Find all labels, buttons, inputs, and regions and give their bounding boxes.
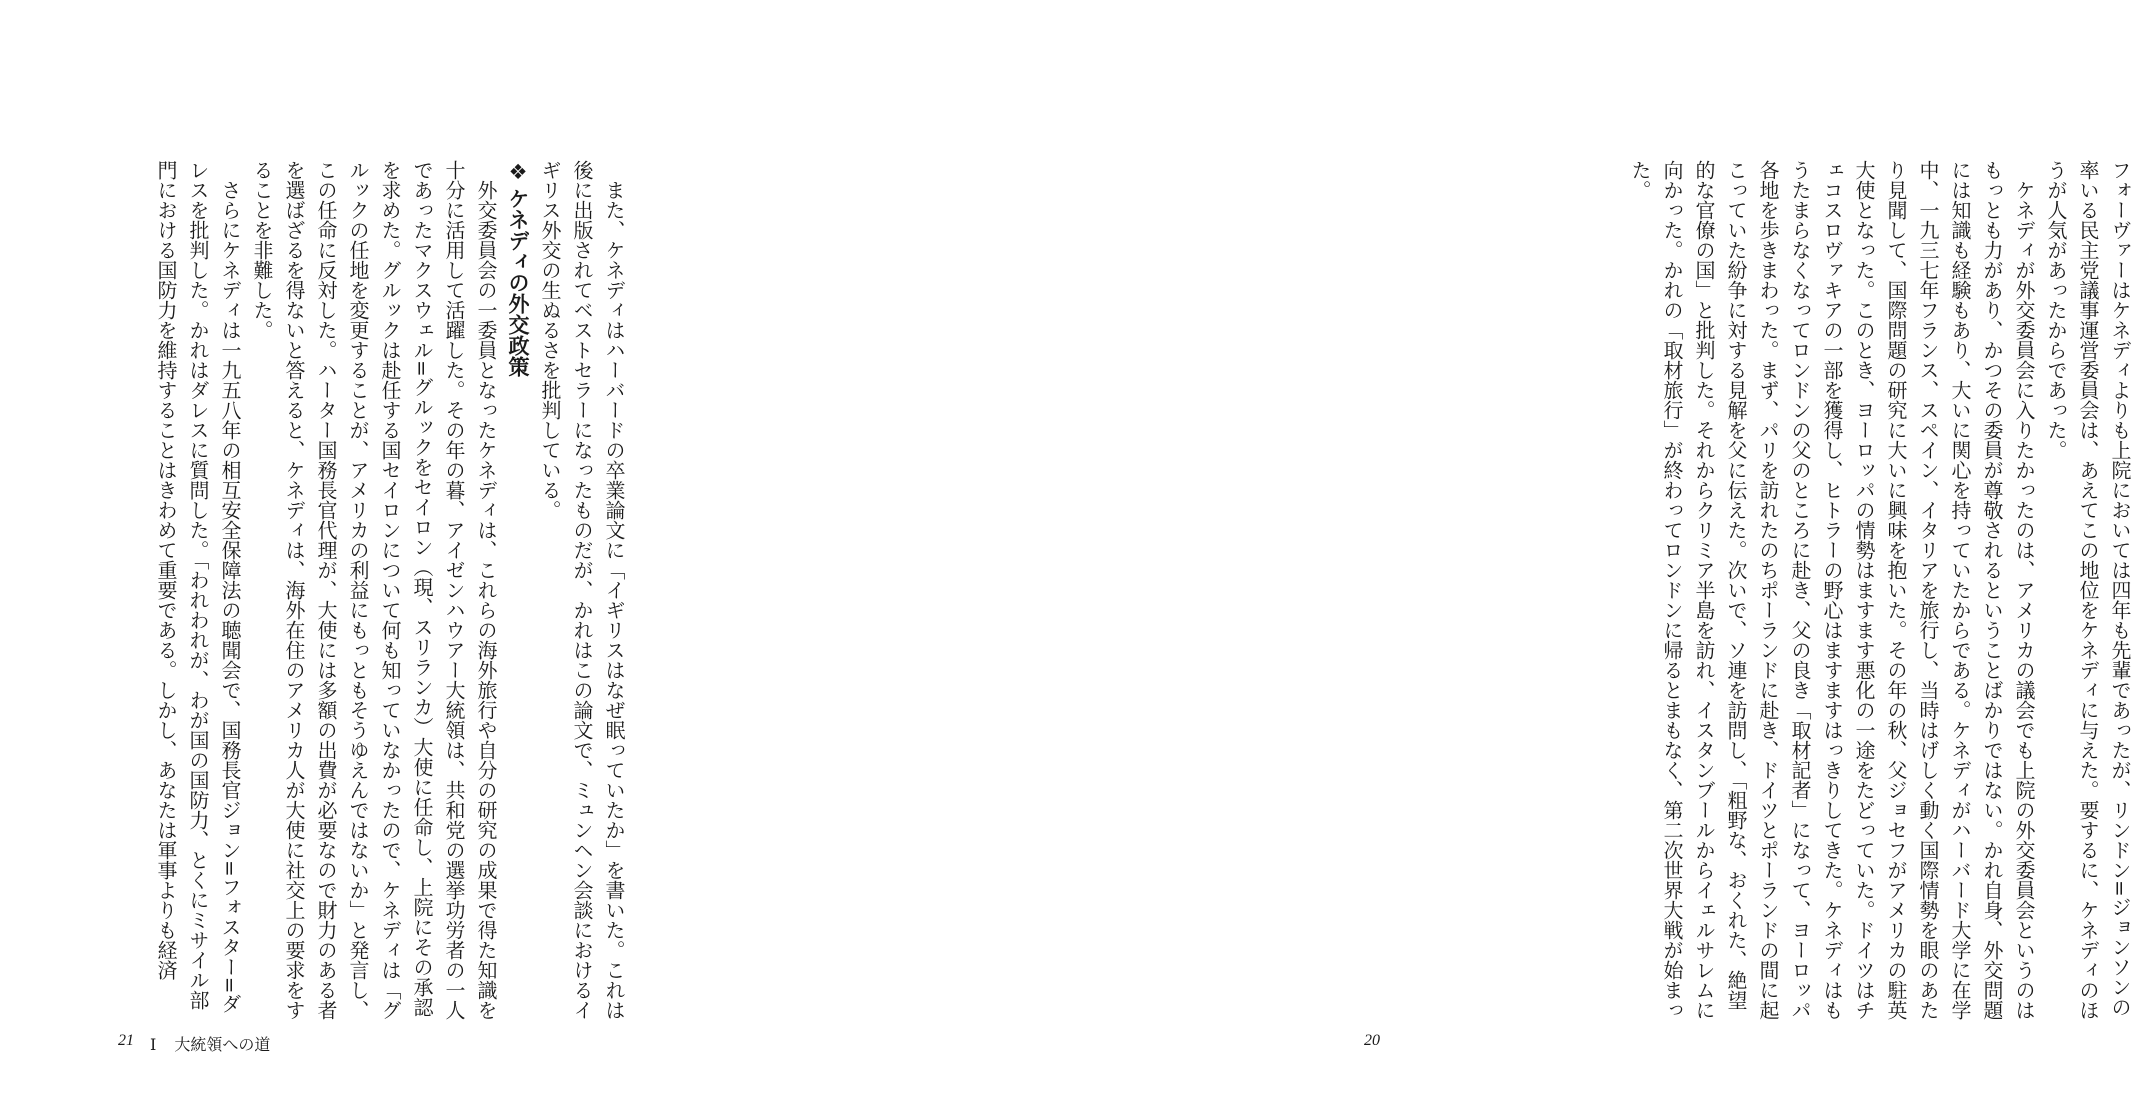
page-number: 20 xyxy=(1364,1032,1380,1049)
paragraph: 外交委員会の一委員となったケネディは、これらの海外旅行や自分の研究の成果で得た知識を十分に活用して活躍した。その年の暮、アイゼンハウアー大統領は、共和党の選挙功労者の一人であったマクスウェル=グルックをセイロン（現、スリランカ）大使に任命し、上院にその承認を求めた。グルックは赴任する国セイロンについて何も知っていなかったので、ケネディは「グルックの任地を変更することが、アメリカの利益にもっともそうゆえんではないか」と発言し、この任命に反対した。ハーター国務長官代理が、大使には多額の出費が必要なので財力のある者を選ばざるを得ないと答えると、ケネディは、海外在住のアメリカ人が大使に社交上の要求をすることを非難した。 xyxy=(250,160,498,1020)
right-page-body xyxy=(1616,160,2136,1020)
running-head-title: 大統領への道 xyxy=(174,1035,271,1054)
paragraph: さらにケネディは一九五八年の相互安全保障法の聴聞会で、国務長官ジョン=フォスター=ダレスを批判した。かれはダレスに質問した。「われわれが、わが国の国防力、とくにミサイル部門における国防力を維持することはきわめて重要である。しかし、あなたは軍事よりも経済 xyxy=(154,160,242,1014)
paragraph: ケネディが外交委員会に入りたかったのは、アメリカの議会でも上院の外交委員会というのはもっとも力があり、かつその委員が尊敬されるということばかりではない。かれ自身、外交問題には知識も経験もあり、大いに関心を持っていたからである。ケネディがハーバード大学に在学中、一九三七年フランス、スペイン、イタリアを旅行し、当時はげしく動く国際情勢を眼のあたり見聞して、国際問題の研究に大いに興味を抱いた。その年の秋、父ジョセフがアメリカの駐英大使となった。このとき、ヨーロッパの情勢はますます悪化の一途をたどっていた。ドイツはチェコスロヴァキアの一部を獲得し、ヒトラーの野心はますますはっきりしてきた。ケネディはもうたまらなくなってロンドンの父のところに赴き、父の良き「取材記者」になって、ヨーロッパ各地を歩きまわった。まず、パリを訪れたのちポーランドに赴き、ドイツとポーランドの間に起こっていた紛争に対する見解を父に伝えた。次いで、ソ連を訪問し、「粗野な、おくれた、絶望的な官僚の国」と批判した。それからクリミア半島を訪れ、イスタンブールからイェルサレムに向かった。かれの「取材旅行」が終わってロンドンに帰るとまもなく、第二次世界大戦が始まった。 xyxy=(1628,160,2036,1020)
section-heading-text: ケネディの外交政策 xyxy=(506,188,530,377)
diamond-ornament-icon: ❖ xyxy=(506,160,530,184)
running-head-part: I xyxy=(150,1035,157,1054)
paragraph: フォーヴァーはケネディよりも上院においては四年も先輩であったが、リンドン=ジョンソンの率いる民主党議事運営委員会は、あえてこの地位をケネディに与えた。要するに、ケネディのほうが人気があったからであった。 xyxy=(2044,160,2132,1020)
left-page-body xyxy=(106,160,630,1020)
right-page xyxy=(750,0,2132,1102)
section-heading xyxy=(502,160,534,1020)
running-head xyxy=(150,1032,288,1055)
paragraph: また、ケネディはハーバードの卒業論文に「イギリスはなぜ眠っていたか」を書いた。これは後に出版されてベストセラーになったものだが、かれはこの論文で、ミュンヘン会談におけるイギリス外交の生ぬるさを批判している。 xyxy=(538,160,626,1020)
left-page xyxy=(0,0,750,1102)
page-number: 21 xyxy=(118,1032,134,1049)
